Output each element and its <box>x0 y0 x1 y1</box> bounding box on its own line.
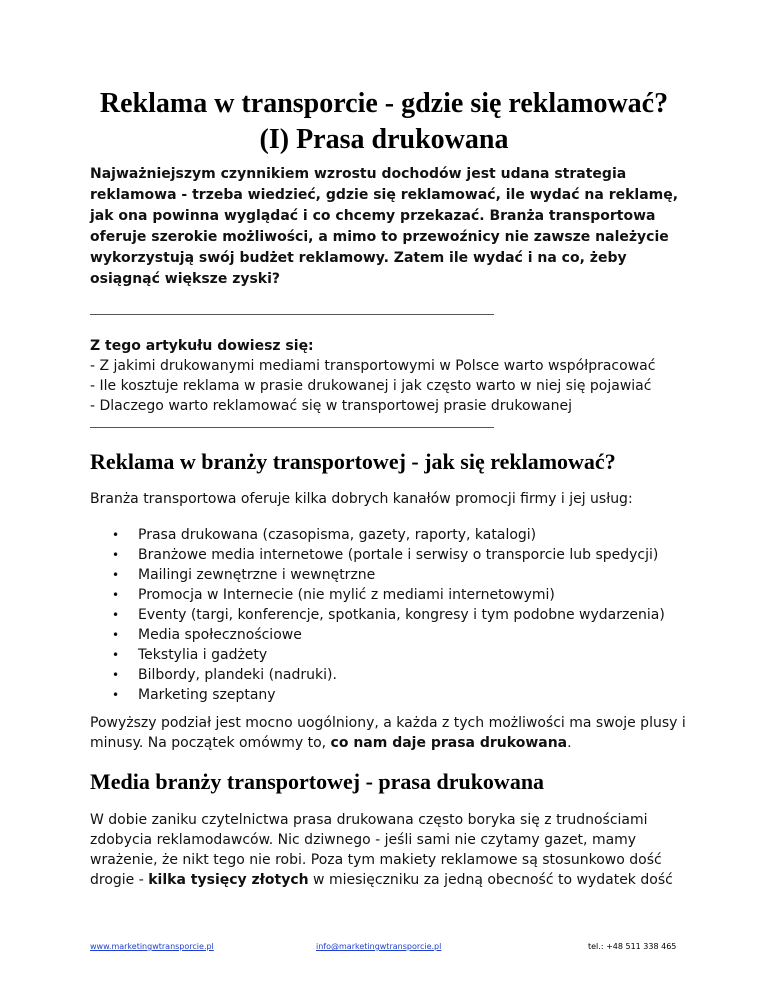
bullet-icon: • <box>112 568 120 582</box>
list-item-text: Bilbordy, plandeki (nadruki). <box>138 667 337 683</box>
print-media-paragraph <box>90 810 690 890</box>
section-heading-advertising: Reklama w branży transportowej - jak się reklamować? <box>90 449 616 474</box>
toc-item: - Z jakimi drukowanymi mediami transportowymi w Polsce warto współpracować <box>90 358 656 374</box>
paragraph-text: W dobie zaniku czytelnictwa prasa drukowana często boryka się z trudnościami zdobycia reklamodawców. Nic dziwnego - jeśli sami nie czytamy gazet, mamy wrażenie, że nikt tego nie robi. Poza tym makiety reklamowe są stosunkowo dość drogie - <box>90 812 662 888</box>
summary-emphasis: co nam daje prasa drukowana <box>330 735 568 751</box>
toc-heading: Z tego artykułu dowiesz się: <box>90 338 314 354</box>
channels-list <box>112 525 665 705</box>
article-title: Reklama w transporcie - gdzie się reklamować? (I) Prasa drukowana <box>99 88 669 155</box>
bullet-icon: • <box>112 648 120 662</box>
footer-phone: tel.: +48 511 338 465 <box>588 942 677 951</box>
bullet-icon: • <box>112 608 120 622</box>
bullet-icon: • <box>112 548 120 562</box>
channels-summary <box>90 713 690 753</box>
footer-email-link[interactable]: info@marketingwtransporcie.pl <box>316 942 442 951</box>
summary-end: . <box>567 735 572 751</box>
toc-item: - Dlaczego warto reklamować się w transportowej prasie drukowanej <box>90 398 572 414</box>
list-item-text: Marketing szeptany <box>138 687 276 703</box>
channels-intro: Branża transportowa oferuje kilka dobrych kanałów promocji firmy i jej usług: <box>90 491 633 507</box>
list-item <box>112 565 665 585</box>
page-footer <box>0 940 768 954</box>
list-item-text: Branżowe media internetowe (portale i serwisy o transporcie lub spedycji) <box>138 547 659 563</box>
list-item-text: Media społecznościowe <box>138 627 302 643</box>
list-item <box>112 585 665 605</box>
list-item-text: Tekstylia i gadżety <box>138 647 268 663</box>
list-item-text: Eventy (targi, konferencje, spotkania, kongresy i tym podobne wydarzenia) <box>138 607 665 623</box>
paragraph-text-end: w miesięczniku za jedną obecność to wydatek dość <box>308 872 673 888</box>
bullet-icon: • <box>112 688 120 702</box>
paragraph-emphasis: kilka tysięcy złotych <box>148 872 309 888</box>
toc-item: - Ile kosztuje reklama w prasie drukowanej i jak często warto w niej się pojawiać <box>90 378 652 394</box>
bullet-icon: • <box>112 628 120 642</box>
list-item <box>112 645 665 665</box>
divider-bottom <box>90 427 494 428</box>
list-item <box>112 665 665 685</box>
bullet-icon: • <box>112 528 120 542</box>
summary-text: Powyższy podział jest mocno uogólniony, a każda z tych możliwości ma swoje plusy i minusy. Na początek omówmy to, <box>90 715 686 751</box>
list-item <box>112 685 665 705</box>
list-item-text: Promocja w Internecie (nie mylić z mediami internetowymi) <box>138 587 555 603</box>
bullet-icon: • <box>112 588 120 602</box>
list-item <box>112 545 665 565</box>
list-item-text: Mailingi zewnętrzne i wewnętrzne <box>138 567 376 583</box>
list-item <box>112 525 665 545</box>
footer-website-link[interactable]: www.marketingwtransporcie.pl <box>90 942 214 951</box>
list-item-text: Prasa drukowana (czasopisma, gazety, raporty, katalogi) <box>138 527 537 543</box>
toc-list <box>90 356 655 416</box>
list-item <box>112 625 665 645</box>
divider-top <box>90 314 494 315</box>
article-lead: Najważniejszym czynnikiem wzrostu dochodów jest udana strategia reklamowa - trzeba wiedzieć, gdzie się reklamować, ile wydać na reklamę, jak ona powinna wyglądać i co chcemy przekazać. Branża transportowa oferuje szerokie możliwości, a mimo to przewoźnicy nie zawsze należycie wykorzystują swój budżet reklamowy. Zatem ile wydać i na co, żeby osiągnąć większe zyski? <box>90 166 679 287</box>
section-heading-print-media: Media branży transportowej - prasa drukowana <box>90 769 545 794</box>
bullet-icon: • <box>112 668 120 682</box>
list-item <box>112 605 665 625</box>
